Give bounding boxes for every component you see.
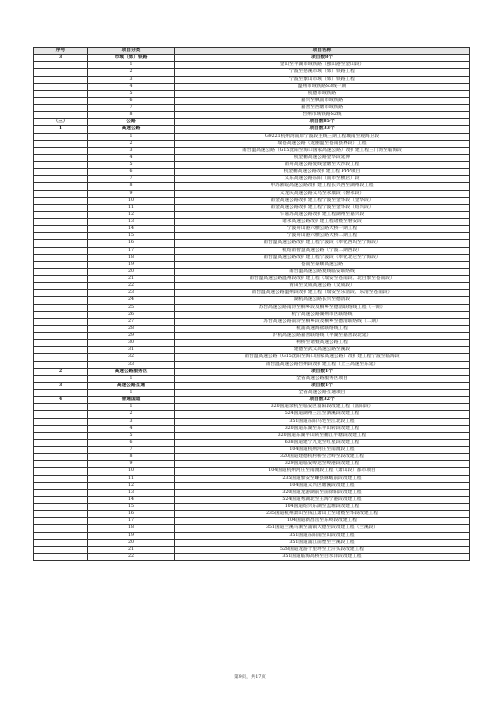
cell-project-name: 320国道龙游湖前至前徐阳段改建工程 — [175, 489, 470, 496]
cell-index: 3 — [34, 382, 88, 389]
table-row — [34, 112, 470, 119]
cell-index — [34, 333, 88, 340]
cell-project-name: G9221杭州湾南岸宁波段主线三期工程城南至观海卫段 — [175, 133, 470, 140]
cell-index — [34, 504, 88, 511]
cell-index — [34, 432, 88, 439]
cell-project-name: 申苏浙皖高速公路改扩建工程长兴西至湖州段工程 — [175, 183, 470, 190]
cell-index — [34, 226, 88, 233]
header-category: 项目分类 — [88, 48, 175, 55]
cell-index: （三） — [34, 119, 88, 126]
cell-project-name: 杭德市域铁路 — [175, 90, 470, 97]
cell-index — [34, 318, 88, 325]
cell-index — [34, 105, 88, 112]
cell-category: 16 — [88, 240, 175, 247]
cell-project-name: 104国道新昌岳至东岭段改建工程 — [175, 518, 470, 525]
cell-index — [34, 347, 88, 354]
cell-category: 3 — [88, 76, 175, 83]
table-row — [34, 254, 470, 261]
cell-index — [34, 489, 88, 496]
cell-project-name: 温州市域铁路S3线一期 — [175, 83, 470, 90]
cell-index — [34, 518, 88, 525]
cell-category: 7 — [88, 105, 175, 112]
cell-category: 17 — [88, 247, 175, 254]
cell-category: 3 — [88, 418, 175, 425]
table-row — [34, 546, 470, 553]
project-table — [33, 47, 470, 561]
cell-project-name: 苏台高速公路南浔至桐乡段及桐乡至德清联络线（二期） — [175, 318, 470, 325]
cell-category: 18 — [88, 254, 175, 261]
cell-project-name: 苍南至泰顺高速公路 — [175, 261, 470, 268]
cell-category: 31 — [88, 347, 175, 354]
cell-category: 市域（郊）铁路 — [88, 55, 175, 62]
cell-index — [34, 390, 88, 397]
cell-project-name: 杭宁高速公路湖州市区联络线 — [175, 311, 470, 318]
cell-project-name: 528国道龙游十里坪至上汗头段改建工程 — [175, 546, 470, 553]
cell-category: 13 — [88, 489, 175, 496]
cell-category: 2 — [88, 69, 175, 76]
cell-project-name: 329国道临安岭达至岭港段改建工程 — [175, 461, 470, 468]
table-row — [34, 411, 470, 418]
cell-index — [34, 254, 88, 261]
table-row — [34, 247, 470, 254]
table-row — [34, 425, 470, 432]
cell-index — [34, 97, 88, 104]
cell-index — [34, 511, 88, 518]
table-row — [34, 261, 470, 268]
table-row — [34, 439, 470, 446]
cell-project-name: 351国道浦江前塑至兰溪段工程 — [175, 539, 470, 546]
table-row — [34, 297, 470, 304]
cell-index — [34, 454, 88, 461]
cell-index — [34, 197, 88, 204]
cell-index — [34, 211, 88, 218]
table-section-row — [34, 368, 470, 375]
cell-category: 4 — [88, 425, 175, 432]
table-row — [34, 525, 470, 532]
table-row — [34, 219, 470, 226]
cell-index — [34, 418, 88, 425]
cell-project-name: 320国道东湖平山转至衢江平塘段改建工程 — [175, 432, 470, 439]
table-row — [34, 204, 470, 211]
cell-project-name: 台州市域铁路S2线 — [175, 112, 470, 119]
cell-category: 8 — [88, 112, 175, 119]
cell-index — [34, 546, 88, 553]
cell-category: 4 — [88, 83, 175, 90]
cell-category: 2 — [88, 411, 175, 418]
cell-project-name: 全省高速公路服务区项目 — [175, 375, 470, 382]
cell-project-name: 甬台温高速公路复线临安联络线 — [175, 268, 470, 275]
cell-index — [34, 404, 88, 411]
cell-category: 19 — [88, 532, 175, 539]
cell-index — [34, 325, 88, 332]
cell-project-name: 杭浦高速海盐联络线工程 — [175, 325, 470, 332]
cell-index — [34, 297, 88, 304]
table-row — [34, 311, 470, 318]
table-row — [34, 276, 470, 283]
cell-project-name: 320国道建德杭村桥至合岭至段改建工程 — [175, 454, 470, 461]
cell-category: 3 — [88, 147, 175, 154]
cell-category: 1 — [88, 62, 175, 69]
cell-category: 1 — [88, 404, 175, 411]
cell-project-name: 351国道兰溪马涧至浦镇大德至段改建工程（兰溪段） — [175, 525, 470, 532]
cell-index — [34, 112, 88, 119]
cell-project-name: 项目数1个 — [175, 382, 470, 389]
cell-category: 6 — [88, 169, 175, 176]
table-row — [34, 154, 470, 161]
table-row — [34, 190, 470, 197]
cell-project-name: 义东高速公路东阳（南市至横店）段 — [175, 176, 470, 183]
cell-project-name: 嘉兴至枫南市域铁路 — [175, 97, 470, 104]
cell-index — [34, 354, 88, 361]
cell-category: 22 — [88, 283, 175, 290]
project-table-container — [33, 47, 469, 561]
table-row — [34, 268, 470, 275]
table-section-row — [34, 382, 470, 389]
cell-index: 4 — [34, 397, 88, 404]
table-row — [34, 133, 470, 140]
table-row — [34, 83, 470, 90]
cell-project-name: 235国道象安至嵊县麻畈前段改建工程 — [175, 475, 470, 482]
cell-index — [34, 176, 88, 183]
cell-index — [34, 425, 88, 432]
table-row — [34, 176, 470, 183]
cell-index — [34, 268, 88, 275]
cell-category: 27 — [88, 318, 175, 325]
cell-project-name: 351国道东阳马宅至江北段工程 — [175, 418, 470, 425]
table-section-row — [34, 126, 470, 133]
cell-project-name: 351国道东阳南至山段改建工程 — [175, 532, 470, 539]
table-row — [34, 504, 470, 511]
cell-index — [34, 169, 88, 176]
cell-project-name: 甬台温高速公路改扩建工程宁波段（奉化西坞至宁海段） — [175, 240, 470, 247]
cell-category: 2 — [88, 140, 175, 147]
table-row — [34, 375, 470, 382]
cell-project-name: 宁波舟山港六横公路大桥一期工程 — [175, 226, 470, 233]
cell-project-name: 宁波至慈溪市域（郊）铁路工程 — [175, 69, 470, 76]
cell-category: 10 — [88, 468, 175, 475]
cell-index: 3 — [34, 55, 88, 62]
cell-project-name: 甬台温高速公路改扩建工程宁波段（奉化北仑至宁海段） — [175, 254, 470, 261]
cell-category: 1 — [88, 133, 175, 140]
table-row — [34, 461, 470, 468]
cell-project-name: 235国道杭州萧山至钱江萧山上至诸暨至华段改建工程 — [175, 511, 470, 518]
cell-category: 19 — [88, 261, 175, 268]
cell-category: 高速公路互通 — [88, 382, 175, 389]
table-row — [34, 354, 470, 361]
cell-index — [34, 340, 88, 347]
cell-category: 普通国道 — [88, 397, 175, 404]
table-row — [34, 76, 470, 83]
cell-category: 16 — [88, 511, 175, 518]
table-row — [34, 418, 470, 425]
cell-category: 24 — [88, 297, 175, 304]
cell-index — [34, 276, 88, 283]
cell-index — [34, 411, 88, 418]
table-row — [34, 475, 470, 482]
table-row — [34, 404, 470, 411]
cell-index — [34, 147, 88, 154]
cell-category: 8 — [88, 454, 175, 461]
table-row — [34, 69, 470, 76]
cell-project-name: 杭绍甬智慧高速公路（宁波二期西段） — [175, 247, 470, 254]
table-row — [34, 432, 470, 439]
cell-category: 4 — [88, 154, 175, 161]
cell-project-name: 宁波至象山市域（郊）铁路工程 — [175, 76, 470, 83]
cell-project-name: 杭金衢高速公路改扩建工程 PPP项目 — [175, 169, 470, 176]
table-row — [34, 489, 470, 496]
cell-index — [34, 532, 88, 539]
table-row — [34, 147, 470, 154]
cell-category: 30 — [88, 340, 175, 347]
cell-category: 21 — [88, 546, 175, 553]
cell-category: 8 — [88, 183, 175, 190]
cell-index — [34, 439, 88, 446]
cell-category: 32 — [88, 354, 175, 361]
cell-index — [34, 304, 88, 311]
cell-index — [34, 204, 88, 211]
cell-category: 28 — [88, 325, 175, 332]
table-row — [34, 511, 470, 518]
table-section-row — [34, 55, 470, 62]
table-row — [34, 553, 470, 560]
cell-category: 6 — [88, 439, 175, 446]
cell-project-name: 全省高速公路互通项目 — [175, 390, 470, 397]
cell-category: 25 — [88, 304, 175, 311]
header-index: 序号 — [34, 48, 88, 55]
cell-category: 29 — [88, 333, 175, 340]
cell-category: 12 — [88, 482, 175, 489]
cell-index — [34, 233, 88, 240]
cell-category: 11 — [88, 204, 175, 211]
cell-project-name: 乍嘉苏高速公路改扩建工程湖州至嘉兴段 — [175, 211, 470, 218]
cell-index — [34, 375, 88, 382]
table-row — [34, 226, 470, 233]
cell-project-name: 甬台温高速公路（G15沈阳至海口国家高速公路）改扩建工程宁波至临海段 — [175, 354, 470, 361]
cell-project-name: 320国道余杭至临安区富阳段改建工程（富阳段） — [175, 404, 470, 411]
cell-project-name: 项目数85个 — [175, 119, 470, 126]
cell-index — [34, 69, 88, 76]
table-row — [34, 169, 470, 176]
table-row — [34, 90, 470, 97]
cell-category: 1 — [88, 375, 175, 382]
cell-category: 5 — [88, 432, 175, 439]
cell-category: 15 — [88, 504, 175, 511]
cell-project-name: 甬台温高速公路温州段改扩建工程（瑞安至苍南段、北白象至苍南段） — [175, 276, 470, 283]
cell-category: 17 — [88, 518, 175, 525]
cell-project-name: 项目数33个 — [175, 126, 470, 133]
table-row — [34, 105, 470, 112]
table-row — [34, 447, 470, 454]
cell-category: 5 — [88, 90, 175, 97]
cell-project-name: 甬台温高速公路温州段改扩建工程（瑞安至乐清段、乐清至苍南段） — [175, 290, 470, 297]
cell-project-name: 青田至文成高速公路（文成段） — [175, 283, 470, 290]
table-row — [34, 532, 470, 539]
cell-category: 22 — [88, 553, 175, 560]
cell-category: 15 — [88, 233, 175, 240]
cell-index — [34, 311, 88, 318]
cell-index — [34, 62, 88, 69]
cell-category: 21 — [88, 276, 175, 283]
cell-project-name: 524国道湖州三江至泗溪段改建工程 — [175, 411, 470, 418]
table-row — [34, 361, 470, 368]
cell-category: 9 — [88, 190, 175, 197]
cell-project-name: 宁波舟山港六横公路大桥二期工程 — [175, 233, 470, 240]
cell-project-name: 项目数1个 — [175, 368, 470, 375]
cell-project-name: 638国道建宁九龙至红星段改建工程 — [175, 439, 470, 446]
cell-index: 2 — [34, 368, 88, 375]
cell-index — [34, 261, 88, 268]
cell-index — [34, 482, 88, 489]
cell-index — [34, 240, 88, 247]
cell-category: 26 — [88, 311, 175, 318]
cell-project-name: 建德至武义高速公路至溪段 — [175, 347, 470, 354]
cell-project-name: 金山至平湖市域铁路（独山港至金山段） — [175, 62, 470, 69]
table-section-row — [34, 397, 470, 404]
cell-index — [34, 283, 88, 290]
cell-project-name: 351国道临海高桥至白水洋段改建工程 — [175, 553, 470, 560]
table-row — [34, 318, 470, 325]
cell-category: 14 — [88, 496, 175, 503]
cell-project-name: 沪杭高速公路嘉善联络线（平湖至嘉善段北延） — [175, 333, 470, 340]
table-row — [34, 482, 470, 489]
table-row — [34, 233, 470, 240]
cell-index — [34, 219, 88, 226]
table-row — [34, 62, 470, 69]
cell-category: 33 — [88, 361, 175, 368]
cell-index — [34, 361, 88, 368]
table-row — [34, 539, 470, 546]
table-row — [34, 325, 470, 332]
cell-category: 高速公路服务区 — [88, 368, 175, 375]
cell-index — [34, 496, 88, 503]
cell-index — [34, 553, 88, 560]
cell-index — [34, 162, 88, 169]
table-row — [34, 140, 470, 147]
table-row — [34, 97, 470, 104]
cell-category: 9 — [88, 461, 175, 468]
cell-project-name: 诸永高速公路改扩建工程诸暨至磐安段 — [175, 219, 470, 226]
table-header-row — [34, 48, 470, 55]
table-row — [34, 390, 470, 397]
cell-project-name: 甬金高速公路改扩建工程宁波至金华段（金华段） — [175, 197, 470, 204]
cell-project-name: 义龙庆高速公路义乌至永康段（磐永段） — [175, 190, 470, 197]
cell-category: 公路 — [88, 119, 175, 126]
cell-category: 13 — [88, 219, 175, 226]
cell-project-name: 苏台高速公路南浔至桐乡段及桐乡至德清联络线工程（一期） — [175, 304, 470, 311]
table-row — [34, 333, 470, 340]
table-row — [34, 518, 470, 525]
table-row — [34, 454, 470, 461]
page-footer: 第9页，共17页 — [234, 675, 266, 680]
cell-category: 7 — [88, 176, 175, 183]
table-section-row — [34, 119, 470, 126]
cell-index — [34, 461, 88, 468]
cell-project-name: 甬金高速公路改扩建工程宁波至金华段（绍兴段） — [175, 204, 470, 211]
cell-index — [34, 140, 88, 147]
cell-project-name: 104国道绍兴东湖至孟堰段改建工程 — [175, 504, 470, 511]
cell-project-name: 瑞苍高速公路（龙丽温至苍南县界段）工程 — [175, 140, 470, 147]
table-row — [34, 211, 470, 218]
cell-index — [34, 447, 88, 454]
cell-project-name: 湖杭高速公路长兴至德清段 — [175, 297, 470, 304]
table-row — [34, 496, 470, 503]
cell-category: 5 — [88, 162, 175, 169]
table-row — [34, 304, 470, 311]
table-row — [34, 183, 470, 190]
cell-category: 20 — [88, 539, 175, 546]
table-row — [34, 290, 470, 297]
cell-project-name: 甬台温高速公路台州段改扩建工程（上三高速至东延） — [175, 361, 470, 368]
cell-project-name: 524国道秀湖北至王海宁港段改建工程 — [175, 496, 470, 503]
cell-index — [34, 76, 88, 83]
table-row — [34, 197, 470, 204]
table-row — [34, 283, 470, 290]
cell-category: 20 — [88, 268, 175, 275]
cell-index — [34, 525, 88, 532]
cell-project-name: 104国道杭州河庄至南渡段工程 — [175, 447, 470, 454]
cell-index — [34, 154, 88, 161]
cell-index — [34, 183, 88, 190]
cell-project-name: 104国道义兴区塘溪段改建工程 — [175, 482, 470, 489]
cell-category: 12 — [88, 211, 175, 218]
cell-project-name: 项目数8个 — [175, 55, 470, 62]
cell-index — [34, 133, 88, 140]
cell-project-name: 项目数32个 — [175, 397, 470, 404]
cell-index: 1 — [34, 126, 88, 133]
cell-project-name: 柯桥至诸暨高速公路工程 — [175, 340, 470, 347]
header-project-name: 项目名称 — [175, 48, 470, 55]
cell-category: 6 — [88, 97, 175, 104]
table-row — [34, 347, 470, 354]
cell-project-name: 104国道杭州河庄至南渡段工程（萧山段）都市项目 — [175, 468, 470, 475]
cell-project-name: 甬台温高速公路（G15沈阳至海口国家高速公路）改扩建工程三门湾至临海段 — [175, 147, 470, 154]
cell-category: 23 — [88, 290, 175, 297]
cell-category: 11 — [88, 475, 175, 482]
cell-category: 14 — [88, 226, 175, 233]
cell-index — [34, 290, 88, 297]
cell-category: 1 — [88, 390, 175, 397]
cell-index — [34, 247, 88, 254]
cell-category: 10 — [88, 197, 175, 204]
cell-category: 18 — [88, 525, 175, 532]
cell-index — [34, 83, 88, 90]
cell-index — [34, 190, 88, 197]
cell-category: 7 — [88, 447, 175, 454]
cell-category: 高速公路 — [88, 126, 175, 133]
cell-index — [34, 475, 88, 482]
cell-project-name: 甬舟高速公路复线金塘至大沙段工程 — [175, 162, 470, 169]
cell-index — [34, 90, 88, 97]
table-body — [34, 55, 470, 561]
table-row — [34, 162, 470, 169]
cell-project-name: 320国道东湖至东平山转段改建工程 — [175, 425, 470, 432]
cell-project-name: 嘉善至西塘市域铁路 — [175, 105, 470, 112]
table-row — [34, 240, 470, 247]
table-row — [34, 340, 470, 347]
cell-index — [34, 539, 88, 546]
cell-project-name: 杭金衢高速公路金华段延伸 — [175, 154, 470, 161]
table-row — [34, 468, 470, 475]
cell-index — [34, 468, 88, 475]
